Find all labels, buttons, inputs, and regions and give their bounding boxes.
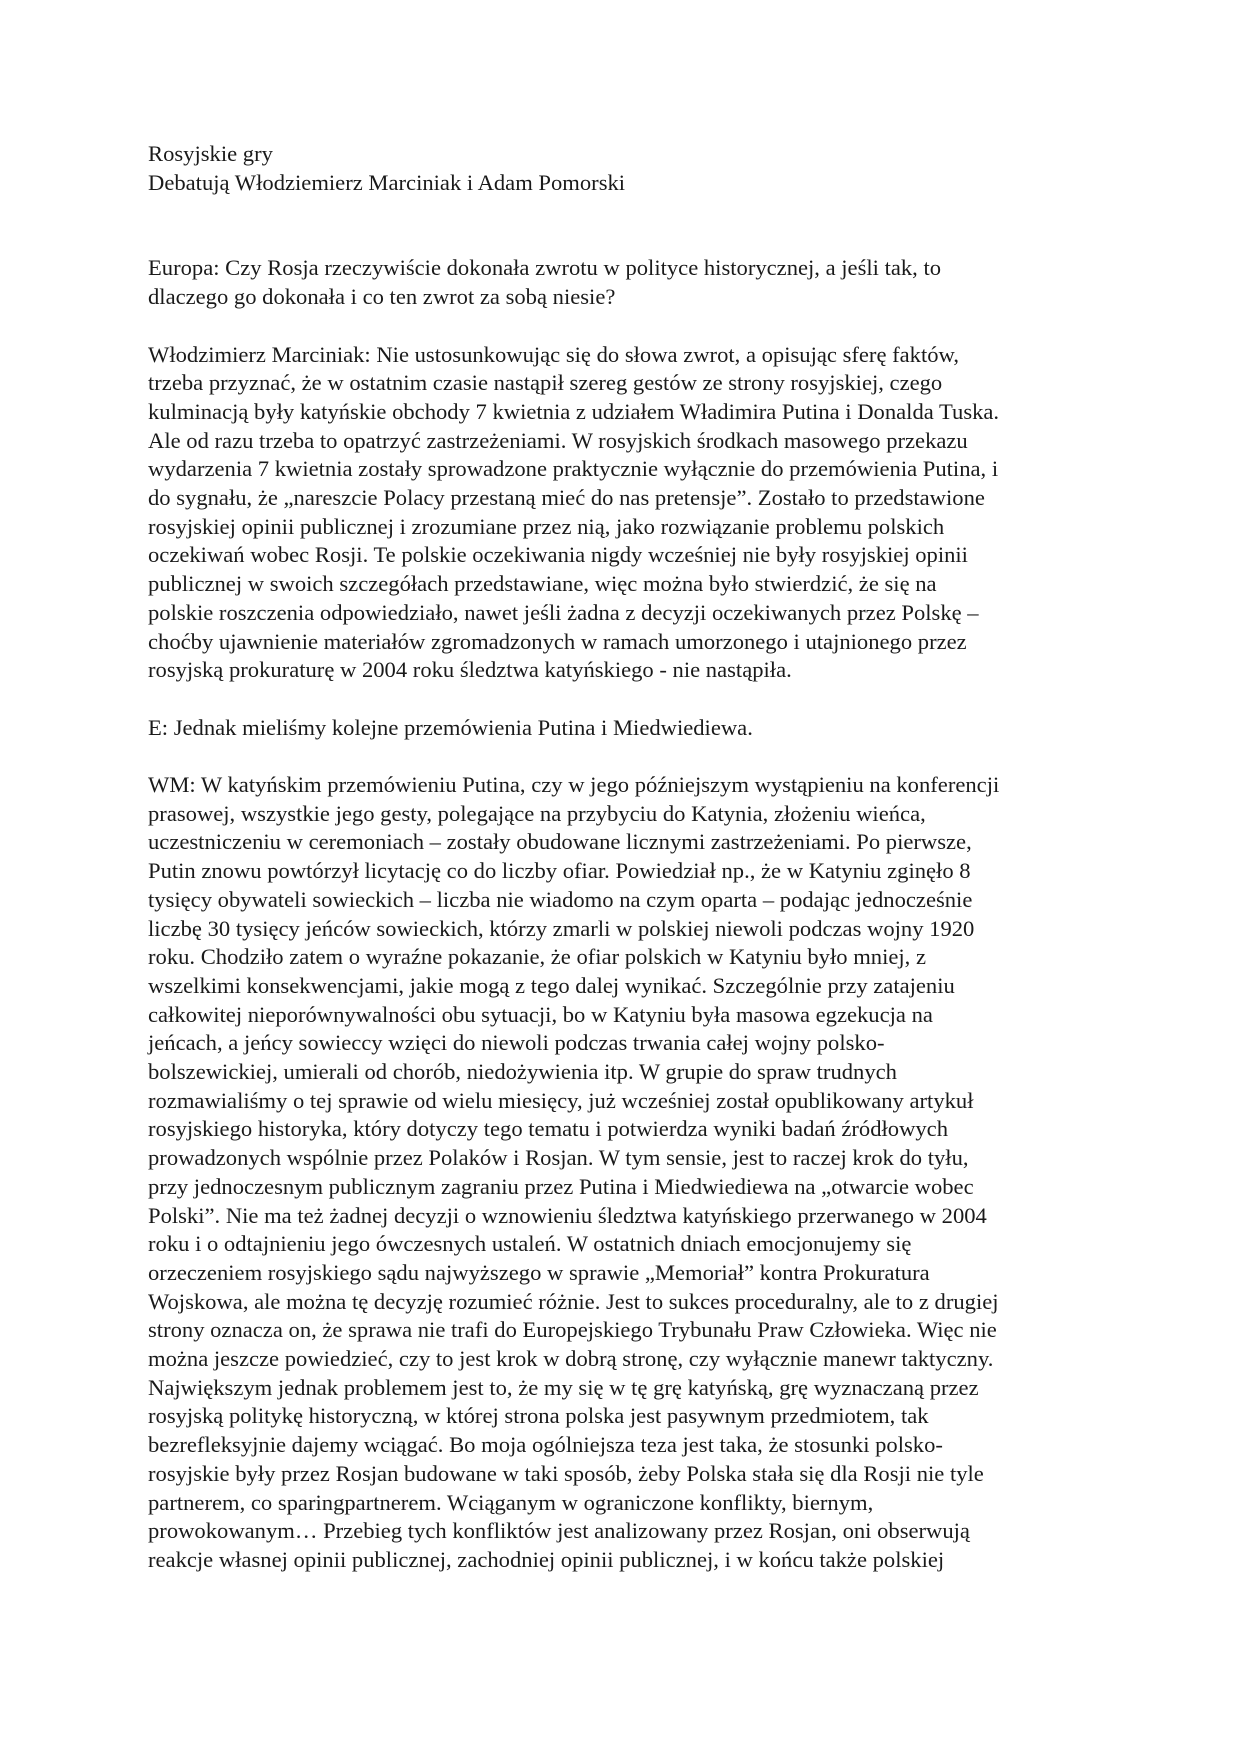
text-line: Polski”. Nie ma też żadnej decyzji o wznowieniu śledztwa katyńskiego przerwanego w 2004 — [148, 1202, 987, 1228]
text-line: tysięcy obywateli sowieckich – liczba nie wiadomo na czym oparta – podając jednocześnie — [148, 886, 973, 912]
text-line: partnerem, co sparingpartnerem. Wciąganym w ograniczone konflikty, biernym, — [148, 1489, 874, 1515]
title-block — [148, 140, 1098, 197]
text-line: oczekiwań wobec Rosji. Te polskie oczekiwania nigdy wcześniej nie były rosyjskiej opinii — [148, 542, 968, 568]
text-line: trzeba przyznać, że w ostatnim czasie nastąpił szereg gestów ze strony rosyjskiej, czego — [148, 370, 943, 396]
text-line: dlaczego go dokonała i co ten zwrot za sobą niesie? — [148, 284, 616, 310]
text-line: polskie roszczenia odpowiedziało, nawet jeśli żadna z decyzji oczekiwanych przez Polskę – — [148, 599, 979, 625]
text-line: jeńcach, a jeńcy sowieccy wzięci do niewoli podczas trwania całej wojny polsko- — [148, 1030, 885, 1056]
paragraph — [148, 341, 1098, 685]
text-line: prowokowanym… Przebieg tych konfliktów jest analizowany przez Rosjan, oni obserwują — [148, 1518, 970, 1544]
text-line: rosyjskiej opinii publicznej i zrozumiane przez nią, jako rozwiązanie problemu polskich — [148, 513, 945, 539]
text-line: publicznej w swoich szczegółach przedstawiane, więc można było stwierdzić, że się na — [148, 571, 937, 597]
text-line: E: Jednak mieliśmy kolejne przemówienia Putina i Miedwiediewa. — [148, 714, 753, 740]
text-line: można jeszcze powiedzieć, czy to jest krok w dobrą stronę, czy wyłącznie manewr taktyczny. — [148, 1346, 994, 1372]
text-line: wydarzenia 7 kwietnia zostały sprowadzone praktycznie wyłącznie do przemówienia Putina, i — [148, 456, 999, 482]
text-line: rozmawialiśmy o tej sprawie od wielu miesięcy, już wcześniej został opublikowany artykuł — [148, 1087, 974, 1113]
paragraph — [148, 771, 1098, 1575]
paragraph — [148, 714, 1098, 743]
text-line: prowadzonych wspólnie przez Polaków i Rosjan. W tym sensie, jest to raczej krok do tyłu, — [148, 1145, 969, 1171]
text-line: bolszewickiej, umierali od chorób, niedożywienia itp. W grupie do spraw trudnych — [148, 1059, 897, 1085]
text-line: Włodzimierz Marciniak: Nie ustosunkowując się do słowa zwrot, a opisując sferę faktów, — [148, 341, 960, 367]
text-line: strony oznacza on, że sprawa nie trafi do Europejskiego Trybunału Praw Człowieka. Więc nie — [148, 1317, 997, 1343]
text-line: przy jednoczesnym publicznym zagraniu przez Putina i Miedwiediewa na „otwarcie wobec — [148, 1173, 974, 1199]
text-line: rosyjskie były przez Rosjan budowane w taki sposób, żeby Polska stała się dla Rosji nie tyle — [148, 1460, 984, 1486]
text-line: Europa: Czy Rosja rzeczywiście dokonała zwrotu w polityce historycznej, a jeśli tak, to — [148, 255, 942, 281]
text-line: Największym jednak problemem jest to, że my się w tę grę katyńską, grę wyznaczaną przez — [148, 1374, 979, 1400]
text-line: wszelkimi konsekwencjami, jakie mogą z tego dalej wynikać. Szczególnie przy zatajeniu — [148, 972, 955, 998]
document-subtitle: Debatują Włodziemierz Marciniak i Adam Pomorski — [148, 169, 626, 195]
text-line: WM: W katyńskim przemówieniu Putina, czy w jego późniejszym wystąpieniu na konferencji — [148, 772, 1000, 798]
text-line: całkowitej nieporównywalności obu sytuacji, bo w Katyniu była masowa egzekucja na — [148, 1001, 933, 1027]
text-line: Ale od razu trzeba to opatrzyć zastrzeżeniami. W rosyjskich środkach masowego przekazu — [148, 427, 968, 453]
text-line: kulminacją były katyńskie obchody 7 kwietnia z udziałem Władimira Putina i Donalda Tuska. — [148, 398, 1000, 424]
text-line: reakcje własnej opinii publicznej, zachodniej opinii publicznej, i w końcu także polskiej — [148, 1547, 945, 1572]
text-line: roku. Chodziło zatem o wyraźne pokazanie, że ofiar polskich w Katyniu było mniej, z — [148, 944, 926, 970]
text-line: Putin znowu powtórzył licytację co do liczby ofiar. Powiedział np., że w Katyniu zginęło 8 — [148, 858, 971, 884]
text-line: orzeczeniem rosyjskiego sądu najwyższego w sprawie „Memoriał” kontra Prokuratura — [148, 1259, 930, 1285]
text-line: do sygnału, że „nareszcie Polacy przestaną mieć do nas pretensje”. Zostało to przedstawione — [148, 485, 985, 511]
document-page — [148, 140, 1098, 1603]
text-line: rosyjską prokuraturę w 2004 roku śledztwa katyńskiego - nie nastąpiła. — [148, 657, 792, 683]
document-body — [148, 254, 1098, 1574]
text-line: rosyjską politykę historyczną, w której strona polska jest pasywnym przedmiotem, tak — [148, 1403, 929, 1429]
document-title: Rosyjskie gry — [148, 141, 273, 166]
text-line: bezrefleksyjnie dajemy wciągać. Bo moja ogólniejsza teza jest taka, że stosunki polsko- — [148, 1432, 943, 1458]
text-line: prasowej, wszystkie jego gesty, polegające na przybyciu do Katynia, złożeniu wieńca, — [148, 800, 926, 826]
text-line: rosyjskiego historyka, który dotyczy tego tematu i potwierdza wyniki badań źródłowych — [148, 1116, 949, 1142]
text-line: roku i o odtajnieniu jego ówczesnych ustaleń. W ostatnich dniach emocjonujemy się — [148, 1231, 912, 1257]
text-line: uczestniczeniu w ceremoniach – zostały obudowane licznymi zastrzeżeniami. Po pierwsze, — [148, 829, 972, 855]
text-line: choćby ujawnienie materiałów zgromadzonych w ramach umorzonego i utajnionego przez — [148, 628, 967, 654]
text-line: Wojskowa, ale można tę decyzję rozumieć różnie. Jest to sukces proceduralny, ale to z drugiej — [148, 1288, 999, 1314]
text-line: liczbę 30 tysięcy jeńców sowieckich, którzy zmarli w polskiej niewoli podczas wojny 1920 — [148, 915, 975, 941]
paragraph — [148, 254, 1098, 311]
